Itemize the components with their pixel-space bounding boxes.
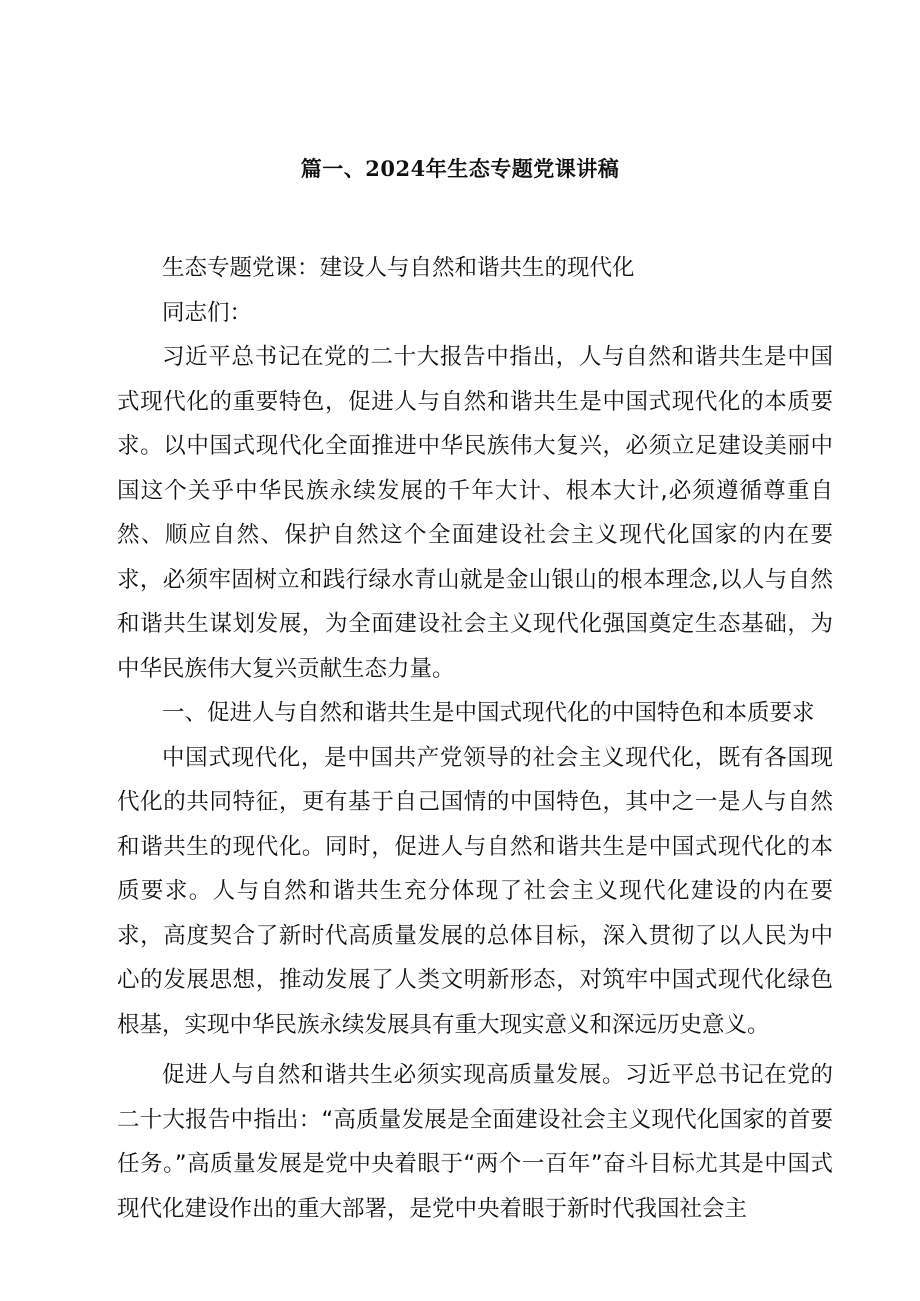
paragraph-section-1: 中国式现代化，是中国共产党领导的社会主义现代化，既有各国现代化的共同特征，更有基于自己国情的中国特色，其中之一是人与自然和谐共生的现代化。同时，促进人与自然和谐共生是中国式现代化的本质要求。人与自然和谐共生充分体现了社会主义现代化建设的内在要求，高度契合了新时代高质量发展的总体目标，深入贯彻了以人民为中心的发展思想，推动发展了人类文明新形态，对筑牢中国式现代化绿色根基，实现中华民族永续发展具有重大现实意义和深远历史意义。 <box>117 744 833 1038</box>
section-heading-1: 一、促进人与自然和谐共生是中国式现代化的中国特色和本质要求 <box>162 700 815 726</box>
paragraph-high-quality-development: 促进人与自然和谐共生必须实现高质量发展。习近平总书记在党的二十大报告中指出：“高质量发展是全面建设社会主义现代化国家的首要任务。”高质量发展是党中央着眼于“两个一百年”奋斗目标尤其是中国式现代化建设作出的重大部署，是党中央着眼于新时代我国社会主 <box>117 1062 833 1222</box>
document-title: 篇一、2024年生态专题党课讲稿 <box>300 156 620 181</box>
document-subtitle: 生态专题党课：建设人与自然和谐共生的现代化 <box>162 255 635 281</box>
document-body <box>117 246 833 1231</box>
salutation: 同志们： <box>162 299 253 326</box>
paragraph-intro: 习近平总书记在党的二十大报告中指出，人与自然和谐共生是中国式现代化的重要特色，促进人与自然和谐共生是中国式现代化的本质要求。以中国式现代化全面推进中华民族伟大复兴，必须立足建设美丽中国这个关乎中华民族永续发展的千年大计、根本大计,必须遵循尊重自然、顺应自然、保护自然这个全面建设社会主义现代化国家的内在要求，必须牢固树立和践行绿水青山就是金山银山的根本理念,以人与自然和谐共生谋划发展，为全面建设社会主义现代化强国奠定生态基础，为中华民族伟大复兴贡献生态力量。 <box>117 344 833 682</box>
